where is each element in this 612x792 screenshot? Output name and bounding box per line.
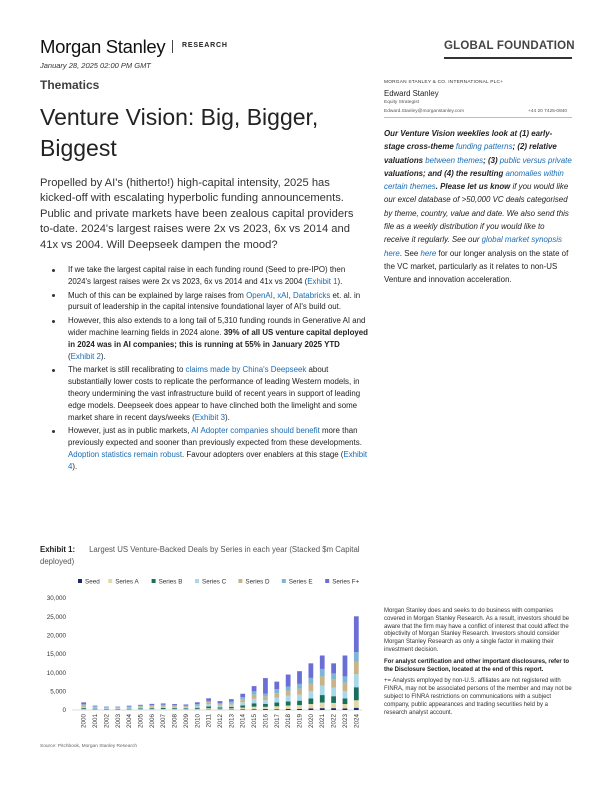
bar-segment: [127, 707, 132, 708]
x-tick-label: 2014: [239, 714, 247, 729]
text-run: . Favour adopters over enablers at this stage (: [182, 449, 344, 459]
bar-segment: [354, 674, 359, 687]
text-run: However, just as in public markets,: [68, 426, 192, 436]
stacked-bar-chart: [40, 572, 370, 742]
bar-segment: [286, 701, 291, 705]
bar-segment: [331, 703, 336, 708]
bar-segment: [184, 706, 189, 707]
inline-link[interactable]: Exhibit 3: [194, 412, 226, 422]
brand-logo: Morgan Stanley: [40, 36, 166, 57]
bar-segment: [149, 704, 154, 705]
bar-segment: [172, 707, 177, 708]
text-run: ;: [512, 142, 518, 152]
x-tick-label: 2006: [148, 714, 156, 729]
bar-segment: [229, 703, 234, 705]
bar-segment: [252, 686, 257, 691]
text-run: ;: [483, 155, 488, 165]
x-tick-label: 2019: [296, 714, 304, 729]
bar-segment: [161, 707, 166, 708]
x-tick-label: 2015: [251, 714, 259, 729]
bar-segment: [172, 705, 177, 706]
text-run: Much of this can be explained by large raises from: [68, 290, 247, 300]
report-title: Venture Vision: Big, Bigger, Biggest: [40, 104, 319, 161]
x-tick-label: 2007: [160, 714, 168, 729]
bar-segment: [343, 698, 348, 704]
text-run: (3): [487, 155, 500, 165]
text-run: ).: [225, 412, 230, 422]
bar-segment: [308, 691, 313, 698]
bar-segment: [297, 689, 302, 695]
venture-vision-intro: [384, 127, 572, 287]
text-run: (: [68, 351, 71, 361]
bar-segment: [161, 708, 166, 709]
bar-segment: [320, 669, 325, 676]
bar-segment: [320, 655, 325, 668]
bar-segment: [263, 707, 268, 709]
x-tick-label: 2022: [330, 714, 338, 729]
bar-segment: [115, 707, 120, 708]
division-label: GLOBAL FOUNDATION: [444, 40, 575, 52]
key-points-list: [40, 264, 368, 475]
bar-segment: [127, 708, 132, 709]
bar-segment: [93, 709, 98, 710]
legend-swatch: [152, 579, 156, 583]
x-tick-label: 2001: [92, 714, 100, 729]
bar-segment: [354, 687, 359, 700]
bar-segment: [297, 671, 302, 684]
inline-link[interactable]: funding patterns: [455, 142, 513, 152]
text-run: ,: [272, 290, 278, 300]
bar-segment: [286, 696, 291, 702]
text-run: if you would like our excel database of >50,000 VC deals categorised by theme, country, value and date. We also send this file as a weekly distribution if you would like to receive it regularly. See our: [384, 182, 569, 245]
bar-segment: [274, 689, 279, 693]
bar-segment: [81, 705, 86, 706]
bar-segment: [93, 709, 98, 710]
x-tick-label: 2002: [103, 714, 111, 729]
bar-segment: [138, 708, 143, 709]
legend-swatch: [78, 579, 82, 583]
bar-segment: [240, 702, 245, 705]
bar-segment: [184, 704, 189, 705]
x-tick-label: 2010: [194, 714, 202, 729]
key-point-item: [40, 264, 368, 288]
analyst-phone: +44 20 7425-0840: [528, 109, 568, 114]
bar-segment: [263, 704, 268, 707]
logo-divider: [172, 40, 173, 53]
bar-segment: [274, 693, 279, 697]
bar-segment: [138, 705, 143, 706]
inline-link[interactable]: AI Adopter companies should benefit: [191, 426, 320, 436]
chart-source: Source: Pitchbook, Morgan Stanley Research: [40, 744, 138, 749]
text-run: (2) relative valuations: [384, 142, 557, 165]
bar-segment: [127, 709, 132, 710]
bar-segment: [308, 678, 313, 684]
bar-segment: [218, 701, 223, 703]
bar-segment: [149, 708, 154, 709]
division-rule: [444, 57, 572, 59]
bar-segment: [252, 691, 257, 694]
bar-segment: [206, 707, 211, 709]
bar-segment: [229, 708, 234, 709]
bar-segment: [195, 706, 200, 707]
bar-segment: [274, 703, 279, 707]
bar-segment: [331, 679, 336, 687]
text-run: et. al. in pursuit of leadership in the capital intensive foundational layer of AI's build out.: [68, 290, 361, 312]
bar-segment: [274, 709, 279, 710]
text-run: If we take the largest capital raise in each funding round (Seed to pre-IPO) then 2024's largest raises were 2x vs 2023, 6x vs 2014 and 41x vs 2004 (: [68, 265, 346, 286]
bar-segment: [81, 708, 86, 709]
text-run: for our longer analysis on the state of the VC market, particularly as it relates to non-US Venture and innovation acceleration.: [384, 248, 569, 285]
bar-segment: [320, 676, 325, 685]
legend-swatch: [108, 579, 112, 583]
bar-segment: [115, 708, 120, 709]
bar-segment: [343, 691, 348, 698]
bar-segment: [138, 709, 143, 710]
legend-swatch: [238, 579, 242, 583]
bar-segment: [263, 700, 268, 704]
bar-segment: [149, 709, 154, 710]
bar-segment: [240, 705, 245, 707]
bar-segment: [320, 703, 325, 709]
bar-segment: [184, 709, 189, 710]
inline-link[interactable]: here: [420, 248, 437, 258]
inline-link[interactable]: OpenAI: [246, 290, 273, 300]
inline-link[interactable]: xAI: [277, 290, 289, 300]
bar-segment: [184, 706, 189, 707]
lead-paragraph: Propelled by AI's (hitherto!) high-capital intensity, 2025 has kicked-off with escalating hyperbolic funding announcements. Public and private markets have been zealous capital providers to-date. 2024's largest raises were 2x vs 2023, 6x vs 2014 and 41x vs 2004. Will Deepseek dampen the mood?: [40, 177, 354, 251]
bar-segment: [161, 703, 166, 704]
analyst-name: Edward Stanley: [384, 89, 439, 98]
inline-link[interactable]: Exhibit 1: [307, 276, 338, 286]
bar-segment: [263, 678, 268, 694]
bar-segment: [218, 703, 223, 704]
bar-segment: [149, 707, 154, 708]
text-run: valuations: [384, 168, 424, 178]
legend-swatch: [282, 579, 286, 583]
inline-link[interactable]: Databricks: [293, 290, 331, 300]
bar-segment: [343, 704, 348, 708]
inline-link[interactable]: Adoption statistics remain robust: [68, 449, 183, 459]
bar-segment: [138, 706, 143, 707]
bar-segment: [240, 697, 245, 699]
bar-segment: [320, 686, 325, 695]
legend-label: Series A: [115, 578, 139, 586]
x-tick-label: 2008: [171, 714, 179, 729]
legend-label: Seed: [85, 578, 100, 586]
y-tick-label: 5,000: [50, 688, 66, 696]
x-tick-label: 2018: [285, 714, 293, 729]
bar-segment: [308, 704, 313, 708]
bar-segment: [297, 705, 302, 709]
legend-swatch: [195, 579, 199, 583]
y-tick-label: 30,000: [46, 595, 66, 603]
x-tick-label: 2012: [217, 714, 224, 729]
bar-segment: [354, 708, 359, 710]
disclosure-finra: += Analysts employed by non-U.S. affiliates are not registered with FINRA, may not be associated persons of the member and may not be subject to FINRA restrictions on communications with a subject company, public appearances and trading securities held by a research analyst account.: [384, 678, 572, 716]
bar-segment: [252, 707, 257, 710]
text-run: ).: [72, 461, 78, 471]
x-tick-label: 2003: [114, 714, 122, 729]
key-point-item: [40, 364, 368, 423]
research-label: RESEARCH: [182, 42, 228, 49]
bar-segment: [138, 706, 143, 707]
bar-segment: [308, 663, 313, 678]
bar-segment: [229, 705, 234, 707]
legend-label: Series C: [202, 578, 227, 586]
bar-segment: [127, 706, 132, 707]
bar-segment: [354, 661, 359, 674]
bar-segment: [343, 655, 348, 676]
bar-segment: [252, 695, 257, 699]
text-run: Our Venture Vision weeklies look at: [384, 129, 520, 138]
bar-segment: [218, 704, 223, 705]
bar-segment: [195, 704, 200, 705]
bar-segment: [286, 691, 291, 696]
bar-segment: [195, 705, 200, 706]
bar-segment: [331, 673, 336, 679]
text-run: more than previously expected and sooner than previously expected from these developments.: [68, 426, 362, 448]
x-tick-label: 2024: [353, 714, 361, 729]
bar-segment: [240, 694, 245, 697]
y-tick-label: 10,000: [46, 669, 66, 677]
bar-segment: [229, 707, 234, 708]
analyst-email-link[interactable]: Edward.Stanley@morganstanley.com: [384, 109, 464, 114]
bar-segment: [320, 695, 325, 702]
bar-segment: [240, 699, 245, 702]
bar-segment: [286, 675, 291, 687]
bar-segment: [297, 695, 302, 701]
bar-segment: [93, 706, 98, 707]
x-tick-label: 2013: [228, 714, 236, 729]
bar-segment: [127, 706, 132, 707]
analyst-role: Equity Strategist: [384, 100, 419, 105]
bar-segment: [274, 698, 279, 703]
inline-link[interactable]: Exhibit 4: [68, 449, 368, 471]
x-tick-label: 2009: [182, 714, 190, 729]
bar-segment: [252, 709, 257, 710]
bar-segment: [354, 700, 359, 707]
bar-segment: [206, 698, 211, 701]
bar-segment: [184, 707, 189, 708]
x-tick-label: 2004: [126, 714, 134, 729]
text-run: . Please let us know: [435, 182, 511, 192]
bar-segment: [343, 709, 348, 710]
key-point-item: [40, 315, 368, 362]
bar-segment: [149, 706, 154, 707]
bar-segment: [343, 683, 348, 691]
bar-segment: [93, 706, 98, 707]
inline-link[interactable]: claims made by China's Deepseek: [185, 365, 307, 375]
analyst-company: MORGAN STANLEY & CO. INTERNATIONAL PLC+: [384, 80, 504, 85]
bar-segment: [172, 708, 177, 709]
bar-segment: [263, 696, 268, 700]
bar-segment: [81, 704, 86, 705]
bar-segment: [320, 708, 325, 710]
bar-segment: [206, 704, 211, 706]
key-point-item: [40, 425, 368, 472]
bar-segment: [172, 706, 177, 707]
bar-segment: [161, 706, 166, 707]
bar-segment: [229, 702, 234, 703]
bar-segment: [218, 706, 223, 708]
exhibit-label: Exhibit 1:: [40, 545, 76, 554]
text-run: ).: [100, 351, 106, 361]
bar-segment: [218, 709, 223, 710]
bar-segment: [297, 701, 302, 705]
bar-segment: [331, 688, 336, 697]
section-label: Thematics: [40, 78, 100, 92]
text-run: ).: [337, 276, 343, 286]
bar-segment: [252, 699, 257, 703]
text-run: .: [399, 248, 402, 258]
bar-segment: [195, 702, 200, 704]
bar-segment: [104, 708, 109, 709]
bar-segment: [252, 703, 257, 706]
bar-segment: [93, 707, 98, 708]
text-run: (1) early-stage cross-theme: [384, 129, 553, 152]
legend-label: Series E: [288, 578, 313, 586]
disclosure-box: [384, 608, 572, 721]
bar-segment: [81, 707, 86, 708]
bar-segment: [115, 708, 120, 709]
bar-segment: [127, 709, 132, 710]
bar-segment: [206, 708, 211, 709]
text-run: See: [402, 248, 421, 258]
bar-segment: [104, 709, 109, 710]
x-tick-label: 2000: [80, 714, 88, 729]
dateline: January 28, 2025 02:00 PM GMT: [40, 61, 151, 70]
legend-label: Series B: [158, 578, 183, 586]
bar-segment: [240, 708, 245, 710]
bar-segment: [308, 683, 313, 690]
bar-segment: [263, 709, 268, 710]
exhibit-caption: [40, 544, 370, 568]
bar-segment: [354, 616, 359, 652]
text-run: (4) the resulting: [444, 168, 506, 178]
bar-segment: [286, 706, 291, 709]
bar-segment: [331, 663, 336, 673]
bar-segment: [115, 709, 120, 710]
bar-segment: [149, 705, 154, 706]
bar-segment: [184, 708, 189, 709]
text-run: The market is still recalibrating to: [68, 365, 186, 375]
x-tick-label: 2016: [262, 714, 270, 729]
bar-segment: [274, 682, 279, 689]
bar-segment: [81, 702, 86, 704]
bar-segment: [104, 708, 109, 709]
bar-segment: [161, 705, 166, 706]
bar-segment: [308, 698, 313, 704]
bar-segment: [354, 652, 359, 661]
x-tick-label: 2005: [137, 714, 145, 729]
inline-link[interactable]: between themes: [425, 155, 484, 165]
bar-segment: [161, 709, 166, 710]
bar-segment: [286, 709, 291, 710]
bar-segment: [331, 708, 336, 710]
bar-segment: [343, 676, 348, 682]
text-run: However, this also extends to a long tail of 5,310 funding rounds in Generative AI and wider machine learning fields in 2024 alone.: [68, 316, 366, 337]
x-tick-label: 2017: [273, 714, 281, 729]
bar-segment: [286, 686, 291, 690]
x-tick-label: 2020: [307, 714, 315, 729]
y-tick-label: 25,000: [46, 613, 66, 621]
bar-segment: [138, 707, 143, 708]
bar-segment: [172, 704, 177, 705]
bar-segment: [263, 694, 268, 697]
x-tick-label: 2023: [341, 714, 349, 729]
inline-link[interactable]: public versus private: [499, 155, 572, 165]
bar-segment: [206, 701, 211, 702]
disclosure-conflict: Morgan Stanley does and seeks to do business with companies covered in Morgan Stanley Research. As a result, investors should be aware that the firm may have a conflict of interest that could affect the objectivity of Morgan Stanley Research. Investors should consider Morgan Stanley Research as only a single factor in making their investment decision.: [384, 608, 570, 653]
text-run: ; and: [423, 168, 445, 178]
bar-segment: [81, 709, 86, 710]
x-tick-label: 2011: [205, 714, 213, 728]
bar-segment: [274, 706, 279, 709]
y-tick-label: 15,000: [46, 651, 66, 659]
y-tick-label: 0: [62, 707, 66, 715]
disclosure-certification: For analyst certification and other important disclosures, refer to the Disclosure Section, located at the end of this report.: [384, 658, 570, 673]
bar-segment: [297, 684, 302, 689]
bar-segment: [218, 707, 223, 708]
legend-label: Series F+: [332, 578, 360, 586]
bar-segment: [308, 709, 313, 710]
bar-segment: [195, 708, 200, 709]
legend-label: Series D: [245, 578, 270, 586]
bar-segment: [104, 707, 109, 708]
y-tick-label: 20,000: [46, 632, 66, 640]
bar-segment: [229, 699, 234, 701]
x-tick-label: 2021: [319, 714, 327, 729]
legend-swatch: [325, 579, 329, 583]
text-run: about substantially lower costs to replicate the performance of leading Western models, in theory undermining the vast infrastructure build of recent years in support of leading edge models. Deepseek does appear to have clinched both the limelight and some market share in recent days/weeks (: [68, 365, 361, 422]
bar-segment: [331, 696, 336, 703]
inline-link[interactable]: anomalies within certain themes: [384, 168, 564, 192]
inline-link[interactable]: Exhibit 2: [70, 351, 101, 361]
key-point-item: [40, 290, 368, 314]
text-run: 39% of all US venture capital deployed in 2024 was in AI companies; this is running at 55% in January 2025 YTD: [68, 327, 368, 349]
bar-segment: [240, 709, 245, 710]
bar-segment: [93, 708, 98, 709]
bar-segment: [195, 709, 200, 710]
bar-segment: [206, 702, 211, 704]
exhibit-title: Largest US Venture-Backed Deals by Series in each year (Stacked $m Capital deployed): [40, 545, 360, 566]
text-run: ,: [288, 290, 294, 300]
bar-segment: [172, 709, 177, 710]
inline-link[interactable]: global market synopsis here: [384, 235, 562, 258]
bar-segment: [297, 709, 302, 710]
analyst-divider: [384, 117, 572, 118]
